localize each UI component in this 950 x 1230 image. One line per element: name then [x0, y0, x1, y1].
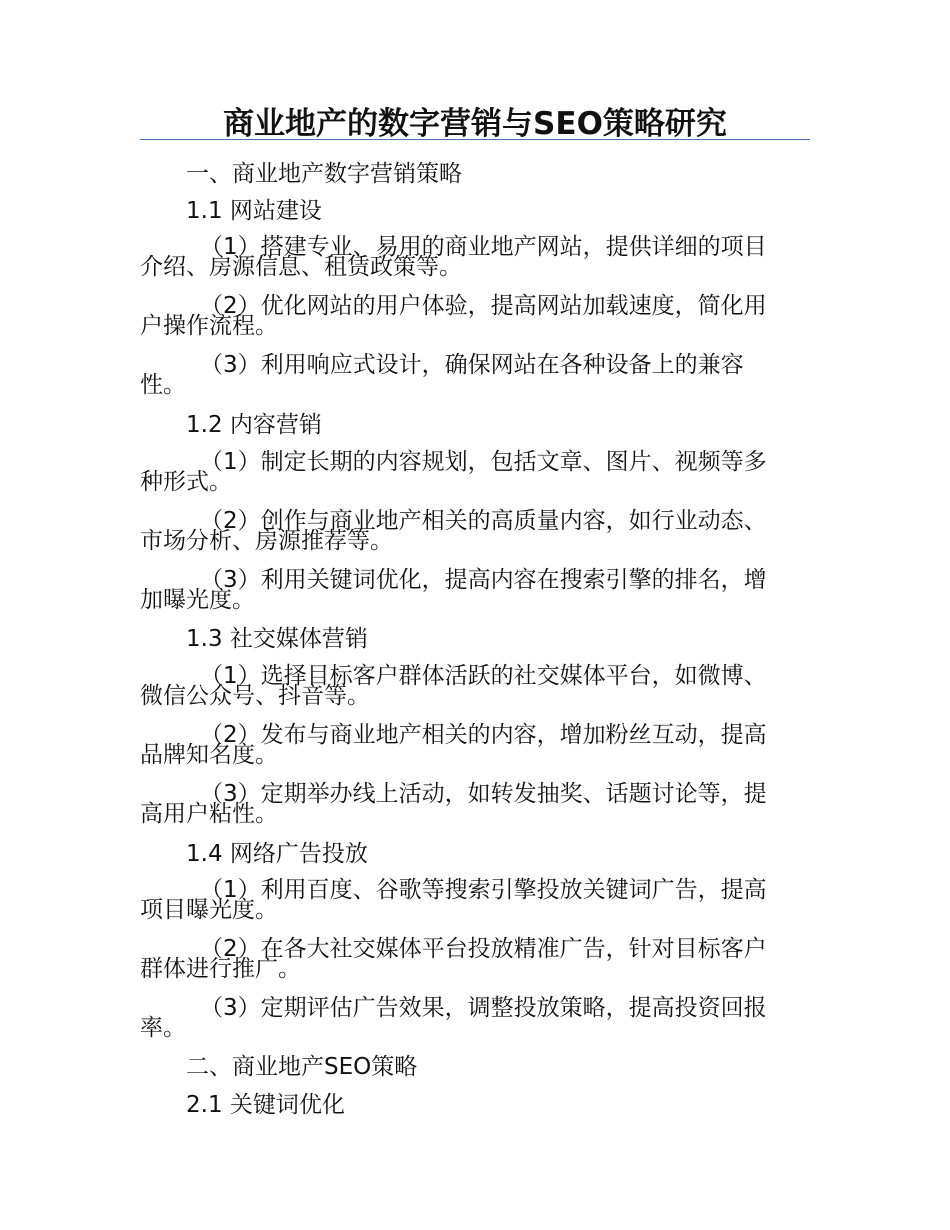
paragraph-line: （1）制定长期的内容规划，包括文章、图片、视频等多: [200, 449, 767, 475]
section-heading: 一、商业地产数字营销策略: [186, 161, 462, 187]
paragraph-line: 率。: [140, 1015, 186, 1041]
subsection-heading: 1.1 网站建设: [186, 198, 322, 224]
paragraph-line: 市场分析、房源推荐等。: [140, 528, 393, 554]
paragraph: [140, 292, 800, 338]
paragraph-line: 项目曝光度。: [140, 897, 278, 923]
paragraph: [140, 935, 800, 981]
paragraph-line: 加曝光度。: [140, 587, 255, 613]
document-title: 商业地产的数字营销与SEO策略研究: [223, 106, 727, 142]
paragraph: [140, 351, 800, 397]
section-heading: 二、商业地产SEO策略: [186, 1054, 418, 1080]
paragraph-line: 性。: [140, 372, 186, 398]
paragraph-line: 群体进行推广。: [140, 956, 301, 982]
paragraph-line: 种形式。: [140, 469, 232, 495]
paragraph-line: 微信公众号、抖音等。: [140, 683, 370, 709]
subsection-heading: 1.4 网络广告投放: [186, 841, 368, 867]
paragraph-line: （1）搭建专业、易用的商业地产网站，提供详细的项目: [200, 234, 767, 260]
paragraph: [140, 721, 800, 767]
paragraph-line: （2）发布与商业地产相关的内容，增加粉丝互动，提高: [200, 722, 767, 748]
paragraph-line: （3）利用关键词优化，提高内容在搜索引擎的排名，增: [200, 567, 767, 593]
paragraph-line: （1）选择目标客户群体活跃的社交媒体平台，如微博、: [200, 663, 767, 689]
paragraph-line: （3）定期举办线上活动，如转发抽奖、话题讨论等，提: [200, 781, 767, 807]
paragraph-line: （2）创作与商业地产相关的高质量内容，如行业动态、: [200, 508, 767, 534]
paragraph: [140, 662, 800, 708]
paragraph: [140, 233, 800, 279]
paragraph-line: 高用户粘性。: [140, 801, 278, 827]
paragraph-line: （1）利用百度、谷歌等搜索引擎投放关键词广告，提高: [200, 877, 767, 903]
title-underline: [140, 139, 810, 140]
paragraph-line: （2）优化网站的用户体验，提高网站加载速度，简化用: [200, 293, 767, 319]
paragraph: [140, 448, 800, 494]
paragraph: [140, 507, 800, 553]
subsection-heading: 1.3 社交媒体营销: [186, 626, 368, 652]
paragraph: [140, 876, 800, 922]
paragraph-line: 品牌知名度。: [140, 742, 278, 768]
paragraph-line: （2）在各大社交媒体平台投放精准广告，针对目标客户: [200, 936, 767, 962]
paragraph: [140, 780, 800, 826]
paragraph-line: （3）定期评估广告效果，调整投放策略，提高投资回报: [200, 995, 767, 1021]
paragraph-line: 户操作流程。: [140, 313, 278, 339]
paragraph-line: 介绍、房源信息、租赁政策等。: [140, 254, 462, 280]
paragraph: [140, 566, 800, 612]
paragraph: [140, 994, 800, 1040]
subsection-heading: 2.1 关键词优化: [186, 1092, 345, 1118]
paragraph-line: （3）利用响应式设计，确保网站在各种设备上的兼容: [200, 352, 744, 378]
subsection-heading: 1.2 内容营销: [186, 412, 322, 438]
